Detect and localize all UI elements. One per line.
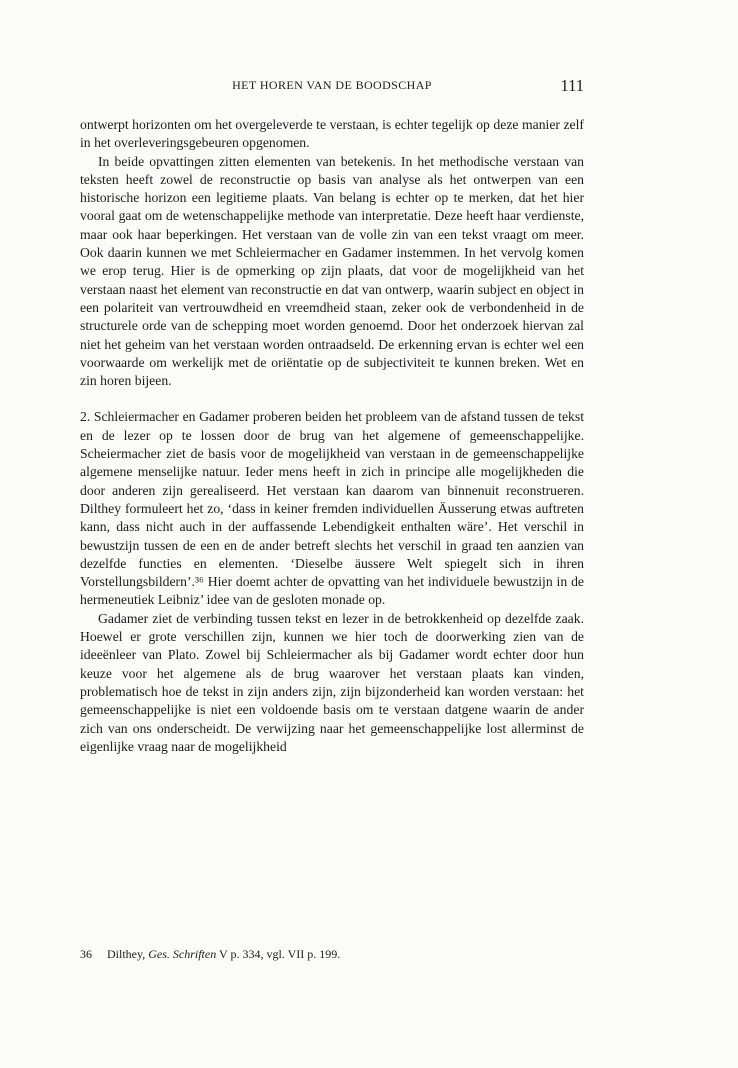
footnote-number: 36 (80, 947, 92, 961)
footnote-author: Dilthey, (107, 947, 146, 961)
paragraph: In beide opvattingen zitten elementen van betekenis. In het methodische verstaan van teksten heeft zowel de reconstructie op basis van analyse als het ontwerpen van een historische horizon een legitieme plaats. Van belang is echter op te merken, dat het hier vooral gaat om de wetenschappelijke methode van interpretatie. Deze heeft haar verdienste, maar ook haar beperkingen. Het verstaan van de volle zin van een tekst vraagt om meer. Ook daarin kunnen we met Schleiermacher en Gadamer instemmen. In het vervolg komen we erop terug. Hier is de opmerking op zijn plaats, dat voor de mogelijkheid van het verstaan naast het element van reconstructie en dat van ontwerp, waarin subject en object in een polariteit van vertrouwdheid en vreemdheid staan, zeker ook de verbondenheid in de structurele orde van de schepping moet worden genoemd. Door het onderzoek hiervan zal niet het geheim van het verstaan worden ontraadseld. De erkenning ervan is echter wel een voorwaarde om werkelijk met de oriëntatie op de subjectiviteit te kunnen breken. Wet en zin horen bijeen. (80, 153, 584, 389)
paragraph-continuation: ontwerpt horizonten om het overgeleverde te verstaan, is echter tegelijk op deze manier zelf in het overleveringsgebeuren opgenomen. (80, 117, 584, 151)
footnote (80, 946, 584, 962)
footnote-title: Ges. Schriften (148, 947, 217, 961)
paragraph: Gadamer ziet de verbinding tussen tekst en lezer in de betrokkenheid op dezelfde zaak. Hoewel er grote verschillen zijn, kunnen we hier toch de doorwerking zien van de ideeënleer van Plato. Zowel bij Schleiermacher als bij Gadamer wordt echter door hun keuze voor het algemene als de brug waarover het verstaan plaats kan vinden, problematisch hoe de tekst in zijn anders zijn, zijn bijzonderheid kan worden verstaan: het gemeenschappelijke is niet een voldoende basis om te verstaan datgene waarin de ander zich van ons onderscheidt. De verwijzing naar het gemeenschappelijke lost allerminst de eigenlijke vraag naar de mogelijkheid (80, 610, 584, 754)
footnote-reference: V p. 334, vgl. VII p. 199. (219, 947, 341, 961)
page-header (80, 76, 584, 100)
running-head: HET HOREN VAN DE BOODSCHAP (232, 78, 432, 92)
paragraph-section-2: 2. Schleiermacher en Gadamer proberen beiden het probleem van de afstand tussen de tekst en de lezer op te lossen door de brug van het algemene of gemeenschappelijke. Scheiermacher ziet de basis voor de mogelijkheid van verstaan in de gemeenschappelijke algemene menselijke natuur. Ieder mens heeft in zich in principe alle mogelijkheden die door anderen zijn gerealiseerd. Het verstaan kan daarom van binnenuit reconstrueren. Dilthey formuleert het zo, ‘dass in keiner fremden individuellen Äusserung etwas auftreten kann, dass nicht auch in der auffassende Lebendigkeit enthalten wäre’. Het verschil in bewustzijn tussen de een en de ander betreft slechts het verschil in graad ten aanzien van dezelfde functies en elementen. ‘Dieselbe äussere Welt spiegelt sich in ihren Vorstellungsbildern’.³⁶ Hier doemt achter de opvatting van het individuele bewustzijn in de hermeneutiek Leibniz’ idee van de gesloten monade op. (80, 409, 584, 608)
body-text (80, 116, 584, 756)
page-number: 111 (560, 76, 584, 95)
